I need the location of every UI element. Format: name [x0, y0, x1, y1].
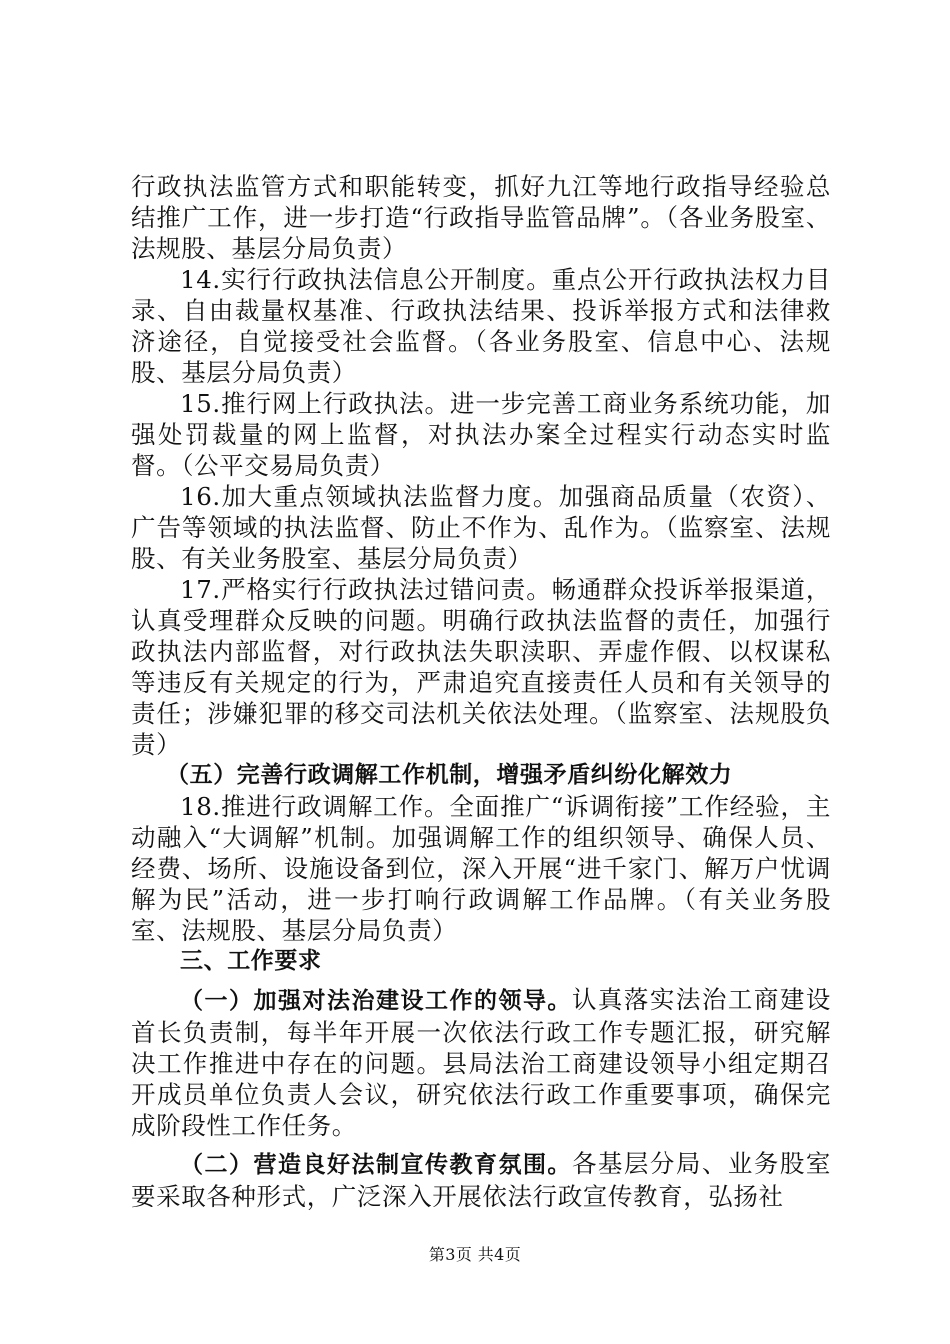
requirement-1-body: 认真落实法治工商建设首长负责制，每半年开展一次依法行政工作专题汇报，研究解决工作推进中存在的问题。县局法治工商建设领导小组定期召开成员单位负责人会议，研究依法行政工作重要事项，确保完成阶段性工作任务。 [131, 985, 831, 1140]
paragraph-item-14: 14.实行行政执法信息公开制度。重点公开行政执法权力目录、自由裁量权基准、行政执法结果、投诉举报方式和法律救济途径，自觉接受社会监督。（各业务股室、信息中心、法规股、基层分局负责） [131, 265, 831, 387]
paragraph-continuation: 行政执法监管方式和职能转变，抓好九江等地行政指导经验总结推广工作，进一步打造“行政指导监管品牌”。（各业务股室、法规股、基层分局负责） [131, 172, 831, 263]
paragraph-item-16: 16.加大重点领域执法监督力度。加强商品质量（农资）、广告等领域的执法监督、防止不作为、乱作为。（监察室、法规股、有关业务股室、基层分局负责） [131, 482, 831, 573]
requirement-1-lead: （一）加强对法治建设工作的领导。 [180, 988, 572, 1014]
paragraph-item-15: 15.推行网上行政执法。进一步完善工商业务系统功能，加强处罚裁量的网上监督，对执法办案全过程实行动态实时监督。（公平交易局负责） [131, 389, 831, 480]
paragraph-requirement-1 [131, 984, 831, 1141]
page-number-footer: 第3页 共4页 [428, 1245, 522, 1264]
requirement-2-lead: （二）营造良好法制宣传教育氛围。 [180, 1152, 572, 1178]
document-body [131, 171, 831, 1212]
paragraph-item-17: 17.严格实行行政执法过错问责。畅通群众投诉举报渠道，认真受理群众反映的问题。明确行政执法监督的责任，加强行政执法内部监督，对行政执法失职渎职、弄虚作假、以权谋私等违反有关规定的行为，严肃追究直接责任人员和有关领导的责任；涉嫌犯罪的移交司法机关依法处理。（监察室、法规股负责） [131, 575, 831, 759]
paragraph-item-18: 18.推进行政调解工作。全面推广“诉调衔接”工作经验，主动融入“大调解”机制。加强调解工作的组织领导、确保人员、经费、场所、设施设备到位，深入开展“进千家门、解万户忧调解为民”活动，进一步打响行政调解工作品牌。（有关业务股室、法规股、基层分局负责） [131, 792, 831, 945]
paragraph-requirement-2 [131, 1148, 831, 1212]
section-heading-3: 三、工作要求 [180, 948, 322, 974]
section-heading-5: （五）完善行政调解工作机制，增强矛盾纠纷化解效力 [166, 762, 733, 788]
requirement-2-body: 各基层分局、业务股室要采取各种形式，广泛深入开展依法行政宣传教育，弘扬社 [131, 1149, 831, 1211]
